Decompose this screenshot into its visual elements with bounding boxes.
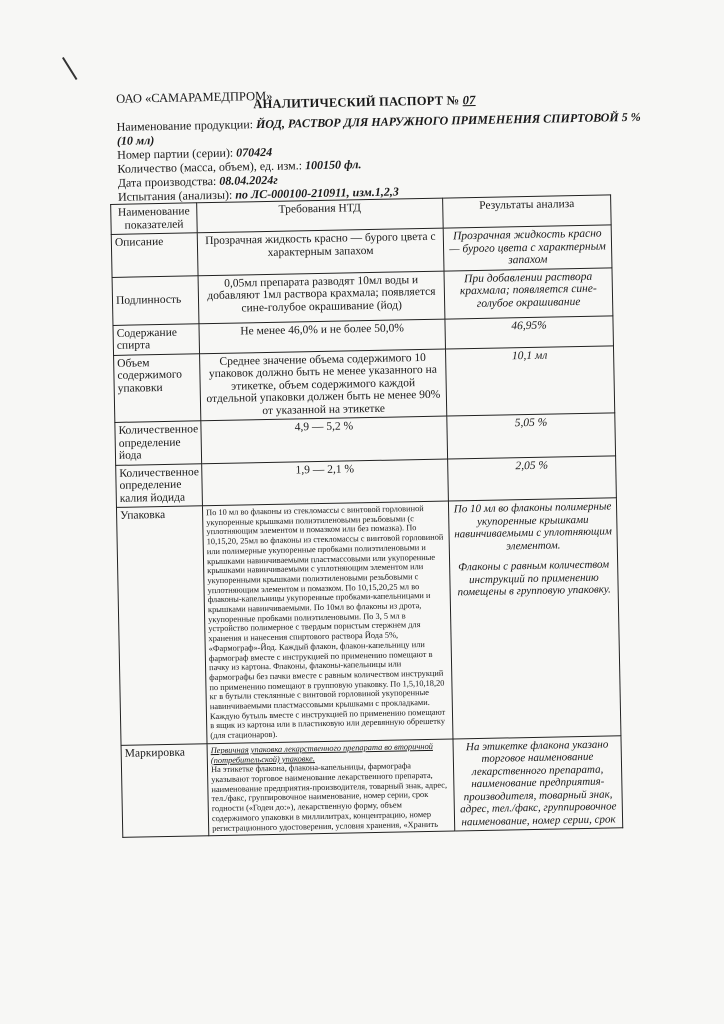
- packaging-result-2: Флаконы с равным количеством инструкций по применению помещены в групповую упаковку.: [457, 558, 611, 599]
- date-label: Дата производства:: [117, 173, 217, 190]
- row-result: 5,05 %: [447, 413, 616, 459]
- batch-value: 070424: [236, 144, 273, 160]
- header-results: Результаты анализа: [443, 195, 612, 228]
- table-row: [121, 736, 623, 838]
- passport-document: [108, 82, 641, 838]
- row-name: Объем содержимого упаковки: [114, 353, 201, 422]
- table-row: [116, 498, 620, 745]
- marking-heading: Первичная упаковка лекарственного препарата во вторичной (потребительской) упаковке.: [210, 741, 433, 765]
- product-meta: [116, 109, 641, 204]
- batch-label: Номер партии (серии):: [117, 145, 234, 162]
- scan-mark: [62, 57, 77, 80]
- marking-text: На этикетке флакона, флакона-капельницы, фармографа указывают торговое наименование лекарственного препарата, наименование предприятия-производителя, товарный знак, адрес, тел./факс, группировочное наименование, номер серии, срок годности («Годен до:»), лекарственную форму, объем содержимого упаковки в миллилитрах, концентрацию, номер регистрационного удостоверения, условия хранения, «Хранить: [210, 761, 448, 833]
- row-name: Упаковка: [116, 506, 207, 745]
- row-result: Прозрачная жидкость красно — бурого цвета с характерным запахом: [443, 225, 612, 271]
- title-text: АНАЛИТИЧЕСКИЙ ПАСПОРТ №: [253, 93, 460, 112]
- quantity-value: 100150 фл.: [304, 157, 362, 173]
- row-requirement: [207, 739, 455, 836]
- date-value: 08.04.2024г: [219, 172, 278, 188]
- tests-value: по ЛС-000100-210911, изм.1,2,3: [235, 184, 399, 202]
- row-result: 46,95%: [445, 315, 614, 348]
- title-number: 07: [462, 92, 476, 108]
- row-requirement: 4,9 — 5,2 %: [201, 416, 448, 463]
- row-result: На этикетке флакона указано торговое наименование лекарственного препарата, наименование предприятия-производителя, товарный знак, адрес, тел./факс, группировочное наименование, номер серии, срок: [453, 736, 623, 832]
- header-requirements: Требования НТД: [197, 198, 444, 233]
- row-requirement: Прозрачная жидкость красно — бурого цвета с характерным запахом: [197, 228, 444, 275]
- row-requirement: Среднее значение объема содержимого 10 упаковок должно быть не менее указанного на этикетке, объем содержимого каждой отдельной упаковки должен быть не менее 90% от указанной на этикетке: [200, 349, 447, 421]
- row-name: Количественное определение калия йодида: [116, 463, 203, 507]
- quantity-label: Количество (масса, объем), ед. изм.:: [117, 158, 303, 176]
- product-value: ЙОД, РАСТВОР ДЛЯ НАРУЖНОГО ПРИМЕНЕНИЯ СПИРТОВОЙ 5 %: [255, 109, 641, 132]
- row-result: 10,1 мл: [445, 345, 614, 416]
- row-requirement: Не менее 46,0% и не более 50,0%: [199, 319, 446, 354]
- row-result: [448, 498, 621, 739]
- row-name: Подлинность: [112, 275, 199, 325]
- row-result: При добавлении раствора крахмала; появляется сине-голубое окрашивание: [444, 267, 613, 318]
- row-name: Содержание спирта: [113, 323, 200, 355]
- row-requirement: 1,9 — 2,1 %: [202, 459, 449, 506]
- table-row: [114, 345, 615, 422]
- product-label: Наименование продукции:: [116, 117, 254, 134]
- tests-label: Испытания (анализы):: [117, 187, 233, 204]
- row-name: Маркировка: [121, 744, 209, 838]
- document-title: [253, 93, 476, 112]
- product-value-cont: (10 мл): [116, 133, 155, 148]
- organization-name: ОАО «САМАРАМЕДПРОМ»: [115, 88, 273, 106]
- row-name: Описание: [111, 233, 198, 277]
- row-requirement: По 10 мл во флаконы из стекломассы с винтовой горловиной укупоренные крышками полиэтиленовыми резьбовыми (с уплотняющим элементом и помазком или без помазка). По 10,15,20, 25мл во флаконы из стекломассы с винтовой горловиной или полимерные укупоренные пробками полиэтиленовыми и крышками навинчиваемыми пластмассовыми или укупоренные крышками навинчиваемыми с уплотняющим элементом или укупоренными крышками полиэтиленовыми резьбовыми с уплотняющим элементом и помазком. По 10,15,20,25 мл во флаконы-капельницы укупоренные пробками-капельницами и крышками навинчиваемыми. По 10мл во флаконы из дрота, укупоренные пробками полиэтиленовыми. По 3, 5 мл в устройство полимерное с твердым пористым стержнем для хранения и нанесения спиртового раствора Йода 5%, «Фармограф»-Йод. Каждый флакон, флакон-капельницу или фармограф вместе с инструкцией по применению помещают в пачку из картона. Флаконы, флаконы-капельницы или фармографы без пачки вместе с равным количеством инструкций по применению помещают в групповую упаковку. По 1,5,10,18,20 кг в бутыли стеклянные с винтовой горловиной укупоренные навинчиваемыми пластмассовыми крышками с прокладками. Каждую бутыль вместе с инструкцией по применению помещают в ящик из картона или в пластиковую или деревянную обрешетку (для стационаров).: [202, 501, 453, 744]
- row-requirement: 0,05мл препарата разводят 10мл воды и добавляют 1мл раствора крахмала; появляется сине-голубое окрашивание (йод): [198, 271, 445, 324]
- analysis-table: [110, 194, 623, 838]
- header-name: Наименование показателей: [111, 203, 198, 235]
- row-name: Количественное определение йода: [115, 421, 202, 465]
- row-result: 2,05 %: [448, 455, 617, 501]
- packaging-result: По 10 мл во флаконы полимерные укупоренные крышками навинчиваемыми с уплотняющим элементом.: [453, 500, 612, 552]
